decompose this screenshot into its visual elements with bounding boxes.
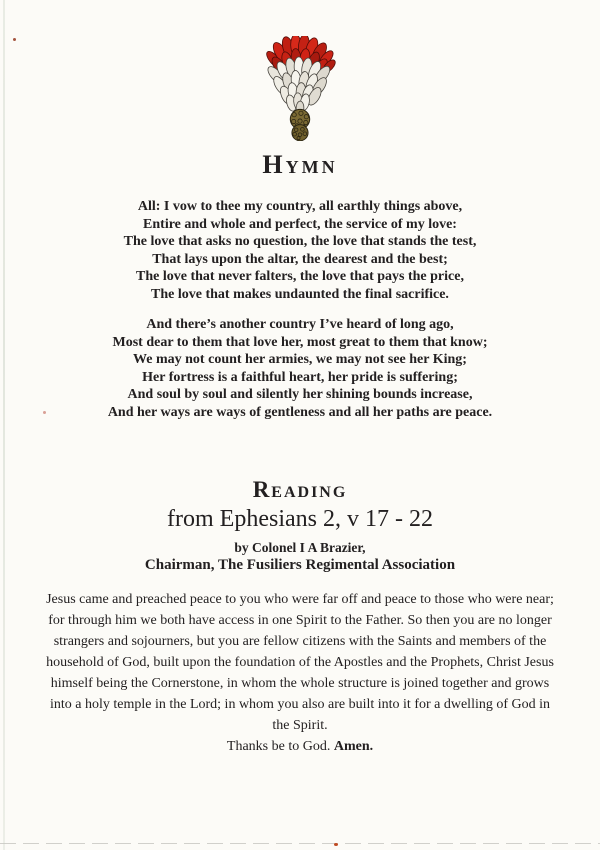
- reading-heading: Reading: [252, 477, 348, 502]
- scan-left-edge: [3, 0, 5, 850]
- scan-speck: [334, 843, 338, 846]
- hymn-line: Entire and whole and perfect, the service of my love:: [143, 216, 457, 232]
- reading-amen: Amen.: [333, 739, 374, 754]
- reading-subtitle: from Ephesians 2, v 17 - 22: [167, 506, 433, 532]
- hymn-line: Her fortress is a faithful heart, her pride is suffering;: [142, 369, 458, 385]
- hymn-heading: Hymn: [262, 150, 338, 179]
- reading-response: Thanks be to God.: [226, 739, 334, 754]
- hymn-line: The love that asks no question, the love that stands the test,: [123, 234, 477, 249]
- reading-byline: by Colonel I A Brazier,: [234, 540, 366, 555]
- hymn-line: That lays upon the altar, the dearest and the best;: [152, 251, 448, 267]
- reading-body-text: Jesus came and preached peace to you who were far off and peace to those who were near; for through him we both have access in one Spirit to the Father. So then you are no longer strangers and sojourners, but you are fellow citizens with the Saints and members of the household of God, built upon the foundation of the Apostles and the Prophets, Christ Jesus himself being the Cornerstone, in whom the whole structure is joined together and grows into a holy temple in the Lord; in whom you also are built into it for a dwelling of God in the Spirit.: [46, 592, 554, 733]
- hymn-stanza-1: [0, 198, 600, 303]
- hymn-line: We may not count her armies, we may not see her King;: [133, 352, 467, 367]
- grenade-icon: [290, 109, 309, 140]
- hymn-stanza-2: [0, 316, 600, 421]
- hymn-line: The love that makes undaunted the final sacrifice.: [151, 286, 449, 302]
- hymn-line: And there’s another country I’ve heard of long ago,: [146, 317, 454, 332]
- hymn-line: The love that never falters, the love that pays the price,: [136, 269, 464, 284]
- hymn-line: Most dear to them that love her, most great to them that know;: [112, 334, 488, 350]
- fusiliers-hackle-grenade-emblem: [261, 36, 339, 141]
- hymn-line: And her ways are ways of gentleness and all her paths are peace.: [107, 404, 493, 420]
- reading-section: [0, 477, 600, 757]
- hymn-line: All: I vow to thee my country, all earthly things above,: [137, 199, 463, 214]
- reading-response-line: [0, 736, 600, 757]
- scan-speck: [13, 38, 16, 41]
- hymn-line: And soul by soul and silently her shining bounds increase,: [127, 387, 473, 402]
- scan-speck: [43, 411, 46, 414]
- reading-byline-role: Chairman, The Fusiliers Regimental Association: [144, 557, 456, 573]
- scan-bottom-edge: [0, 843, 600, 844]
